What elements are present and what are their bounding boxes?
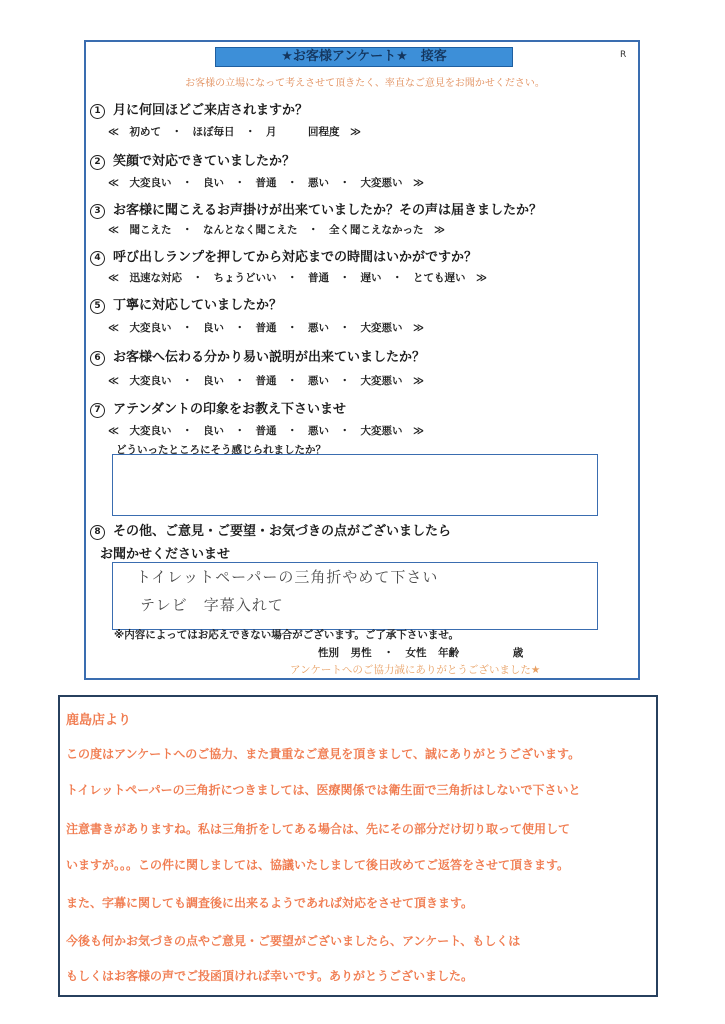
question-text: 月に何回ほどご来店されますか？ [113, 103, 309, 118]
options-2: ≪ 大変良い ・ 良い ・ 普通 ・ 悪い ・ 大変悪い ≫ [108, 177, 424, 189]
question-text: その他、ご意見・ご要望・お気づきの点がございましたら [113, 524, 452, 539]
question-text: 呼び出しランプを押してから対応までの時間はいかがですか？ [113, 250, 478, 265]
reply-heading: 鹿島店より [66, 713, 132, 728]
question-7 [90, 398, 346, 418]
store-reply-box [58, 695, 658, 997]
question-number: 2 [90, 155, 105, 170]
question-number: 6 [90, 351, 105, 366]
thanks-message: アンケートへのご協力誠にありがとうございました★ [290, 664, 541, 676]
question-5 [90, 294, 282, 314]
options-3: ≪ 聞こえた ・ なんとなく聞こえた ・ 全く聞こえなかった ≫ [108, 224, 445, 236]
question-text: お客様へ伝わる分かり易い説明が出来ていましたか？ [113, 350, 426, 365]
options-6: ≪ 大変良い ・ 良い ・ 普通 ・ 悪い ・ 大変悪い ≫ [108, 375, 424, 387]
gender-male: 男性 [350, 647, 372, 659]
handwritten-comment-line2: テレビ 字幕入れて [140, 596, 284, 614]
survey-intro: お客様の立場になって考えさせて頂きたく、率直なご意見をお聞かせください。 [185, 78, 545, 89]
separator-dot: ・ [383, 647, 394, 659]
question-number: 3 [90, 204, 105, 219]
question-number: 1 [90, 104, 105, 119]
gender-label: 性別 [318, 647, 339, 659]
reply-line: トイレットペーパーの三角折につきましては、医療関係では衛生面で三角折はしないで下さいと [66, 783, 581, 797]
question-3 [90, 199, 542, 219]
question-text: 笑顔で対応できていましたか？ [113, 154, 296, 169]
question-text: アテンダントの印象をお教え下さいませ [113, 402, 346, 417]
question-4 [90, 246, 477, 266]
comment-box-q7[interactable] [112, 454, 598, 516]
question-text: お客様に聞こえるお声掛けが出来ていましたか？その声は届きましたか？ [113, 203, 543, 218]
reply-line: 注意書きがありますね。私は三角折をしてある場合は、先にその部分だけ切り取って使用して [66, 822, 571, 836]
reply-line: もしくはお客様の声でご投函頂ければ幸いです。ありがとうございました。 [66, 969, 474, 983]
gender-female: 女性 [405, 647, 427, 659]
reply-line: この度はアンケートへのご協力、また貴重なご意見を頂きまして、誠にありがとうございます。 [66, 747, 581, 761]
age-label: 年齢 [438, 647, 460, 659]
question-6 [90, 346, 425, 366]
question-8 [90, 520, 451, 540]
r-mark: R [620, 50, 627, 60]
demographics [318, 645, 531, 660]
options-1: ≪ 初めて ・ ほぼ毎日 ・ 月 回程度 ≫ [108, 126, 361, 138]
disclaimer-note: ※内容によってはお応えできない場合がございます。ご了承下さいませ。 [114, 629, 460, 641]
question-number: 4 [90, 251, 105, 266]
question-text: 丁寧に対応していましたか？ [113, 298, 283, 313]
reply-line: また、字幕に関しても調査後に出来るようであれば対応をさせて頂きます。 [66, 896, 474, 910]
question-1 [90, 99, 308, 119]
question-number: 5 [90, 299, 105, 314]
options-7: ≪ 大変良い ・ 良い ・ 普通 ・ 悪い ・ 大変悪い ≫ [108, 425, 424, 437]
reply-line: いますが。。。この件に関しましては、協議いたしまして後日改めてご返答をさせて頂きます。 [66, 858, 570, 872]
question-number: 7 [90, 403, 105, 418]
question-7-followup: どういったところにそう感じられましたか？ [116, 444, 326, 456]
age-unit: 歳 [512, 647, 524, 659]
question-2 [90, 150, 295, 170]
question-8-line2: お聞かせくださいませ [100, 547, 231, 562]
reply-line: 今後も何かお気づきの点やご意見・ご要望がございましたら、アンケート、もしくは [66, 934, 521, 948]
question-number: 8 [90, 525, 105, 540]
handwritten-comment-line1: トイレットペーパーの三角折やめて下さい [136, 568, 439, 586]
options-5: ≪ 大変良い ・ 良い ・ 普通 ・ 悪い ・ 大変悪い ≫ [108, 322, 424, 334]
options-4: ≪ 迅速な対応 ・ ちょうどいい ・ 普通 ・ 遅い ・ とても遅い ≫ [108, 272, 487, 284]
survey-title: ★お客様アンケート★ 接客 [215, 47, 513, 67]
